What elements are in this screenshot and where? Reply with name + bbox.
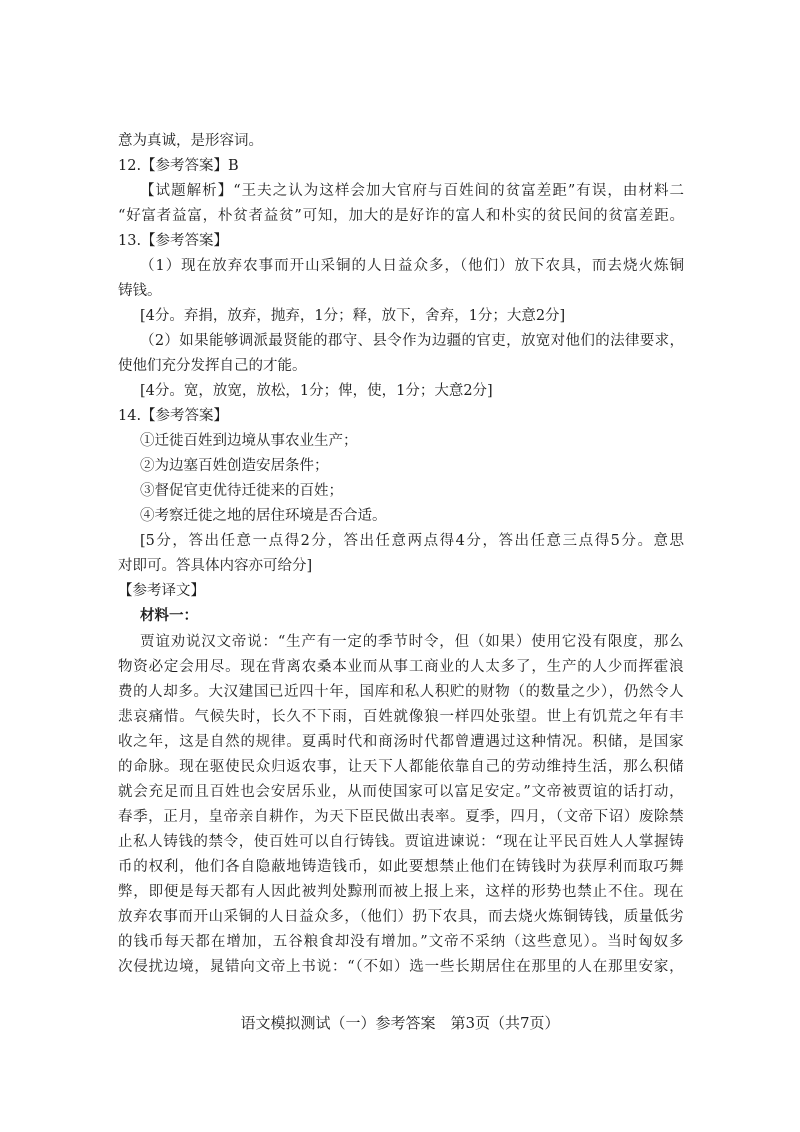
translation-line-3: 费的人却多。大汉建国已近四十年，国库和私人积贮的财物（的数量之少），仍然令人 [118,684,684,700]
translation-line-10: 币的权利，他们各自隐蔽地铸造钱币，如此要想禁止他们在铸钱时为获厚利而取巧舞 [118,859,684,875]
text-line-1: 意为真诚，是形容词。 [118,133,263,149]
q13-part2-line-1: （2）如果能够调派最贤能的郡守、县令作为边疆的官吏，放宽对他们的法律要求， [140,333,684,349]
q14-scoring-line-1: [5分，答出任意一点得2分，答出任意两点得4分，答出任意三点得5分。意思 [140,533,684,549]
q14-point-1: ①迁徙百姓到边境从事农业生产； [140,433,358,449]
q14-scoring-line-2: 对即可。答具体内容亦可给分] [118,558,313,574]
page-footer: 语文模拟测试（一）参考答案 第3页（共7页） [240,1014,560,1032]
q13-part1-line-1: （1）现在放弃农事而开山采铜的人日益众多，（他们）放下农具，而去烧火炼铜 [140,258,684,274]
translation-line-5: 收之年，这是自然的规律。夏禹时代和商汤时代都曾遭遇过这种情况。积储，是国家 [118,734,684,750]
q14-point-4: ④考察迁徙之地的居住环境是否合适。 [140,508,387,524]
q12-answer: 12.【参考答案】B [118,158,239,174]
material-1-heading: 材料一： [140,607,198,624]
translation-line-1: 贾谊劝说汉文帝说：“生产有一定的季节时令，但（如果）使用它没有限度，那么 [140,634,684,650]
q13-part1-scoring: [4分。弃捐，放弃，抛弃，1分；释，放下，舍弃，1分；大意2分] [140,308,566,324]
translation-line-8: 春季，正月，皇帝亲自耕作，为天下臣民做出表率。夏季，四月，（文帝下诏）废除禁 [118,809,684,825]
q14-point-3: ③督促官吏优待迁徙来的百姓； [140,483,343,499]
q12-analysis-line-1: 【试题解析】“王夫之认为这样会加大官府与百姓间的贫富差距”有误，由材料二 [140,183,684,199]
translation-line-9: 止私人铸钱的禁令，使百姓可以自行铸钱。贾谊进谏说：“现在让平民百姓人人掌握铸 [118,834,684,850]
q12-analysis-line-2: “好富者益富，朴贫者益贫”可知，加大的是好诈的富人和朴实的贫民间的贫富差距。 [118,208,684,224]
translation-line-2: 物资必定会用尽。现在背离农桑本业而从事工商业的人太多了，生产的人少而挥霍浪 [118,659,684,675]
q13-part2-scoring: [4分。宽，放宽，放松，1分；俾，使，1分；大意2分] [140,383,493,399]
translation-line-7: 就会充足而且百姓也会安居乐业，从而使国家可以富足安定。”文帝被贾谊的话打动， [118,784,684,800]
q14-heading: 14.【参考答案】 [118,408,229,424]
translation-line-12: 放弃农事而开山采铜的人日益众多，（他们）扔下农具，而去烧火炼铜铸钱，质量低劣 [118,909,684,925]
translation-line-6: 的命脉。现在驱使民众归返农事，让天下人都能依靠自己的劳动维持生活，那么积储 [118,759,684,775]
translation-line-11: 弊，即便是每天都有人因此被判处黥刑而被上报上来，这样的形势也禁止不住。现在 [118,884,684,900]
q14-point-2: ②为边塞百姓创造安居条件； [140,458,329,474]
translation-line-4: 悲哀痛惜。气候失时，长久不下雨，百姓就像狼一样四处张望。世上有饥荒之年有丰 [118,709,684,725]
translation-line-13: 的钱币每天都在增加，五谷粮食却没有增加。”文帝不采纳（这些意见）。当时匈奴多 [118,934,684,950]
translation-line-14: 次侵扰边境，晁错向文帝上书说：“（不如）选一些长期居住在那里的人在那里安家， [118,959,684,975]
q13-part2-line-2: 使他们充分发挥自己的才能。 [118,358,307,374]
translation-heading: 【参考译文】 [118,583,205,599]
q13-heading: 13.【参考答案】 [118,233,229,249]
q13-part1-line-2: 铸钱。 [118,283,162,299]
